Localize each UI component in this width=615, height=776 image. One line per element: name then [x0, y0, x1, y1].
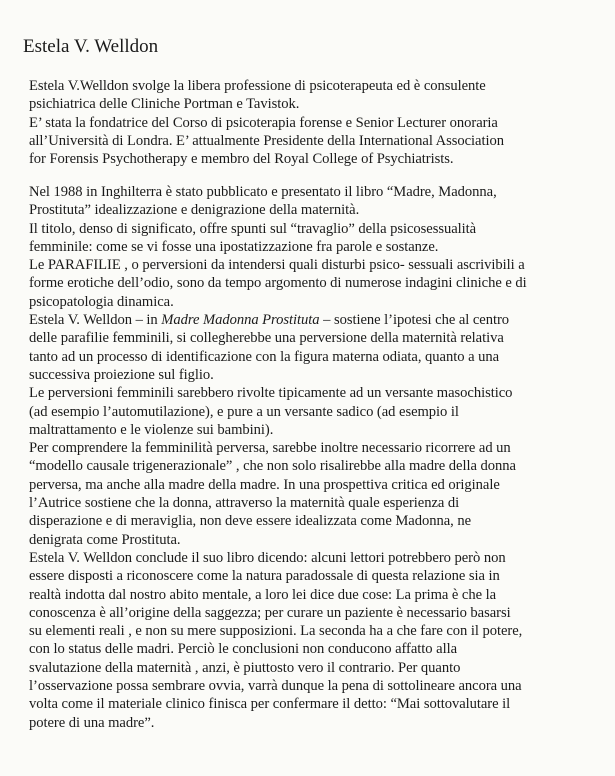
text-run: – sostiene l’ipotesi che al centro — [319, 312, 510, 329]
text-line: Nel 1988 in Inghilterra è stato pubblicato e presentato il libro “Madre, Madonna, — [29, 184, 497, 200]
text-line: for Forensis Psychotherapy e membro del Royal College of Psychiatrists. — [29, 151, 454, 168]
text-run: Estela V. Welldon – in — [29, 312, 162, 329]
book-title: Madre Madonna Prostituta — [161, 312, 320, 329]
text-line: essere disposti a riconoscere come la natura paradossale di questa relazione sia in — [29, 568, 500, 585]
text-line: psichiatrica delle Cliniche Portman e Tavistok. — [29, 96, 300, 113]
text-line: conoscenza è all’origine della saggezza; per curare un paziente è necessario basarsi — [29, 604, 511, 621]
text-line: disperazione e di meraviglia, non deve essere idealizzata come Madonna, ne — [29, 513, 472, 530]
text-line: l’Autrice sostiene che la donna, attraverso la maternità quale esperienza di — [29, 495, 460, 512]
text-line: Per comprendere la femminilità perversa, sarebbe inoltre necessario ricorrere ad un — [29, 440, 511, 457]
text-line: svalutazione della maternità , anzi, è piuttosto vero il contrario. Per quanto — [29, 659, 461, 676]
text-line: Le PARAFILIE , o perversioni da intendersi quali disturbi psico- sessuali ascrivibili a — [29, 257, 525, 274]
text-line: con lo status delle madri. Perciò le conclusioni non conducono affatto alla — [29, 641, 457, 658]
text-line: “modello causale trigenerazionale” , che non solo risalirebbe alla madre della donna — [29, 458, 516, 475]
text-line: denigrata come Prostituta. — [29, 531, 181, 548]
text-line: volta come il materiale clinico finisca per confermare il detto: “Mai sottovalutare il — [29, 696, 511, 713]
text-line: Estela V.Welldon svolge la libera professione di psicoterapeuta ed è consulente — [29, 78, 486, 94]
text-line: Prostituta” idealizzazione e denigrazione della maternità. — [29, 202, 360, 219]
text-line: delle parafilie femminili, si collegherebbe una perversione della maternità relativa — [29, 330, 504, 347]
text-line-with-book-title — [29, 311, 604, 329]
text-line: maltrattamento e le violenze sui bambini). — [29, 421, 274, 438]
text-line: all’Università di Londra. E’ attualmente Presidente della International Association — [29, 132, 504, 149]
text-line: Estela V. Welldon conclude il suo libro dicendo: alcuni lettori potrebbero però non — [29, 549, 506, 566]
text-line: potere di una madre”. — [29, 714, 155, 731]
text-line: femminile: come se vi fosse una ipostatizzazione fra parole e sostanze. — [29, 238, 439, 255]
text-line: tanto ad un processo di identificazione con la figura materna odiata, quanto a una — [29, 348, 500, 365]
bio-paragraph — [29, 77, 604, 168]
text-line: E’ stata la fondatrice del Corso di psicoterapia forense e Senior Lecturer onoraria — [29, 114, 498, 131]
text-line: Il titolo, denso di significato, offre spunti sul “travaglio” della psicosessualità — [29, 220, 477, 237]
text-line: psicopatologia dinamica. — [29, 293, 174, 310]
text-line: Le perversioni femminili sarebbero rivolte tipicamente ad un versante masochistico — [29, 385, 513, 402]
text-line: (ad esempio l’automutilazione), e pure a un versante sadico (ad esempio il — [29, 403, 459, 420]
text-line: successiva proiezione sul figlio. — [29, 366, 214, 383]
document-title: Estela V. Welldon — [23, 36, 159, 57]
text-line: realtà indotta dal nostro abito mentale, a loro lei dice due cose: La prima è che la — [29, 586, 497, 603]
body-text — [29, 183, 604, 732]
text-line: l’osservazione possa sembrare ovvia, varrà dunque la pena di sottolineare ancora una — [29, 678, 522, 695]
text-line: perversa, ma anche alla madre della madre. In una prospettiva critica ed originale — [29, 476, 500, 493]
text-line: forme erotiche dell’odio, sono da tempo argomento di numerose indagini cliniche e di — [29, 275, 527, 292]
text-line: su elementi reali , e non su mere supposizioni. La seconda ha a che fare con il potere, — [29, 623, 523, 640]
